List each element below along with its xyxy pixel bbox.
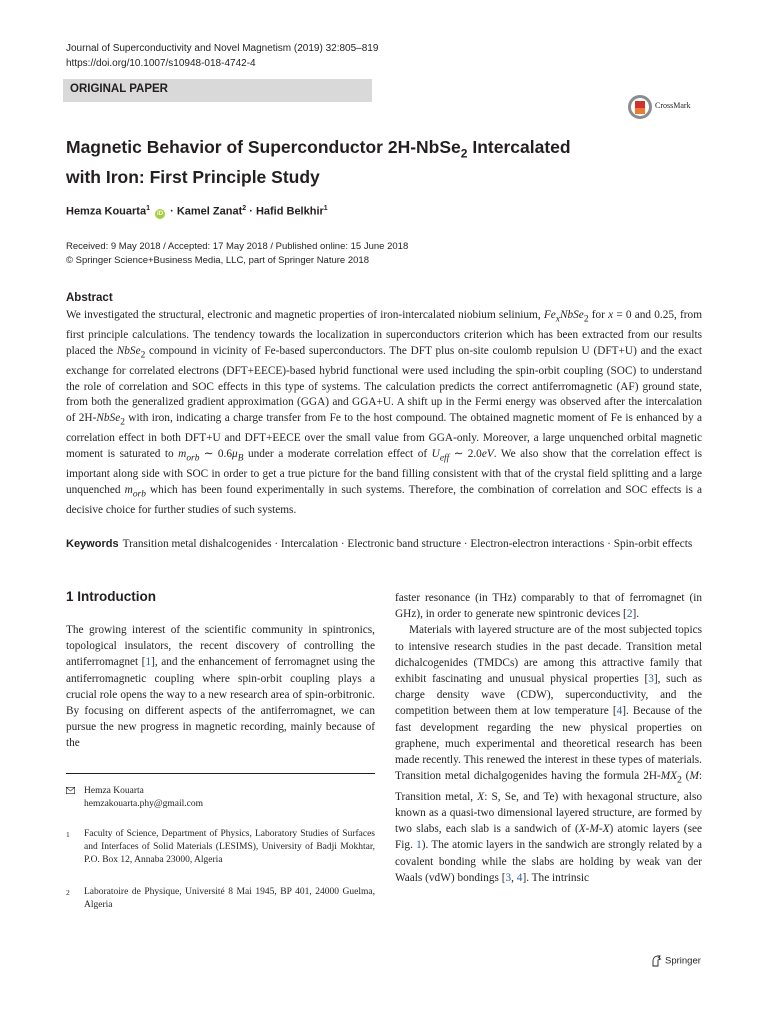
crossmark-icon [628,95,652,119]
intro-right-column [395,590,702,886]
title-part-1: Magnetic Behavior of Superconductor 2H-NbSe [66,137,461,157]
author-separator: · [246,205,256,218]
crossmark-label: CrossMark [655,101,691,110]
affiliation-text: Faculty of Science, Department of Physics, Laboratory Studies of Surfaces and Interfaces of Solid Materials (LESIMS), University of Badji Mokhtar, P.O. Box 12, Annaba 23000, Algeria [84,829,375,865]
article-type-bar [63,79,372,102]
author-name[interactable]: Hafid Belkhir [255,205,324,218]
abstract-body: We investigated the structural, electronic and magnetic properties of iron-intercalated niobium selinium, $Fe_xNbSe_2$ for x = 0 and 0.25, from first principle calculations. The tendency towards the localization in superconductors criterion which has been extracted from our results placed the NbSe$_2$ compound in vicinity of Fe-based superconductors. The DFT plus on-site coulomb repulsion U (DFT+U) and the exact exchange for correlated electrons (DFT+EECE)-based hybrid functional were used including the spin-orbit coupling (SOC) to understand the role of correlation and SOC effects in this type of systems. The calculation predicts the correct antiferromagnetic (AF) ground state, from both the generalized gradient approximation (GGA) and GGA+U. A shift up in the Fermi energy was observed after the intercalation of 2H-NbSe$_2$ with iron, indicating a charge transfer from Fe to the host compound. The obtained magnetic moment of Fe is enhanced by a correlation effect in both DFT+U and DFT+EECE over the small value from GGA-only. Moreover, a large unquenched orbital magnetic moment is saturated to $m_{orb}$ ∼ $0.6\mu_B$ under a moderate correlation effect of $U_{eff}$ ∼ 2.0eV. We also show that the correlation effect is important along side with SOC in order to get a true picture for the band filling consistent with that of the crystal field splitting and a large unquenched $m_{orb}$ which has been found experimentally in such systems. Therefore, the combination of correlation and SOC effects is a decisive choice for further studies of such systems. [66,309,703,517]
article-type-label: ORIGINAL PAPER [70,83,168,95]
title-line-2: with Iron: First Principle Study [66,166,320,187]
keywords-label: Keywords [66,538,119,550]
publisher-logo [651,955,701,967]
author-affiliation: 1 [323,205,328,212]
affiliation-number: 1 [66,830,70,839]
doi-link[interactable]: https://doi.org/10.1007/s10948-018-4742-4 [66,58,256,69]
author-affiliation: 1 [146,205,150,212]
author-separator: · [167,205,177,218]
citation-link[interactable]: 1 [145,656,152,669]
corresponding-author-email[interactable]: hemzakouarta.phy@gmail.com [84,799,204,809]
footnote-divider [66,773,375,774]
springer-horse-icon [651,955,662,967]
section-heading-introduction: 1 Introduction [66,589,156,604]
citation-link[interactable]: 4 [616,705,623,718]
journal-citation: Journal of Superconductivity and Novel Magnetism (2019) 32:805–819 [66,43,379,54]
orcid-icon[interactable]: iD [157,210,164,217]
affiliation-text: Laboratoire de Physique, Université 8 Mai 1945, BP 401, 24000 Guelma, Algeria [84,887,375,910]
title-part-2: Intercalated [467,137,571,157]
keywords [66,536,702,552]
corresponding-author-name: Hemza Kouarta [84,786,144,796]
abstract-heading: Abstract [66,292,113,304]
author-name[interactable]: Hemza Kouarta [66,205,147,218]
intro-left-paragraph: The growing interest of the scientific community in spintronics, topological insulators, the recent discovery of controlling the antiferromagnet [1], and the enhancement of ferromagnet using the antiferromagnetic coupling where spin-orbit coupling plays a crucial role opens the way to a new research area of spin-orbitronic. By focusing on different aspects of the antiferromagnet, we can pursue the new progress in magnetic recording, mainly because of the [66,624,375,750]
dates-line: Received: 9 May 2018 / Accepted: 17 May 2018 / Published online: 15 June 2018 [66,241,409,252]
publisher-name: Springer [665,955,701,967]
citation-link[interactable]: 3 [648,673,654,686]
author-affiliation: 2 [242,205,247,212]
author-list [66,205,328,219]
citation-link[interactable]: 4 [516,871,523,884]
citation-link[interactable]: 2 [626,608,633,621]
author-name[interactable]: Kamel Zanat [176,205,243,218]
paper-title [66,136,686,189]
crossmark-badge[interactable] [628,95,708,125]
citation-link[interactable]: 3 [505,871,512,884]
intro-right-paragraph-2: Materials with layered structure are of the most subjected topics to intensive research studies in the past decade. Transition metal dichalcogenides (TMDCs) are among this attractive family that exhibit fascinating and unusual physical properties [3], such as charge density wave (CDW), superconductivity, and the competition between them at low temperature [4]. Because of the fast development regarding the new physical properties on graphene, much experimental and theoretical research has been made recently. This renewed the interest in these types of materials. Transition metal dichalgogenides having the formula $2H-MX_2$ (M: Transition metal, X: S, Se, and Te) with hexagonal structure, also known as a quasi-two dimensional layered structure, are formed by two slabs, each slab is a sandwich of (X-M-X) atomic layers (see Fig. 1). The atomic layers in the sandwich are strongly related by a covalent bonding while the slabs are holding by weak van der Waals (vdW) bondings [3, 4]. The intrinsic [395,624,703,884]
copyright-line: © Springer Science+Business Media, LLC, part of Springer Nature 2018 [66,255,369,266]
keywords-text: Transition metal dishalcogenides · Intercalation · Electronic band structure · Electron-electron interactions · Spin-orbit effects [122,538,693,550]
affiliation-number: 2 [66,888,70,897]
figure-link[interactable]: 1 [416,839,422,852]
title-subscript: 2 [460,146,468,161]
intro-right-paragraph-1: faster resonance (in THz) comparably to that of ferromagnet (in GHz), in order to generate new spintronic devices [2]. [395,592,702,621]
envelope-icon [66,787,75,794]
journal-header [66,41,378,71]
publication-dates [66,240,408,268]
